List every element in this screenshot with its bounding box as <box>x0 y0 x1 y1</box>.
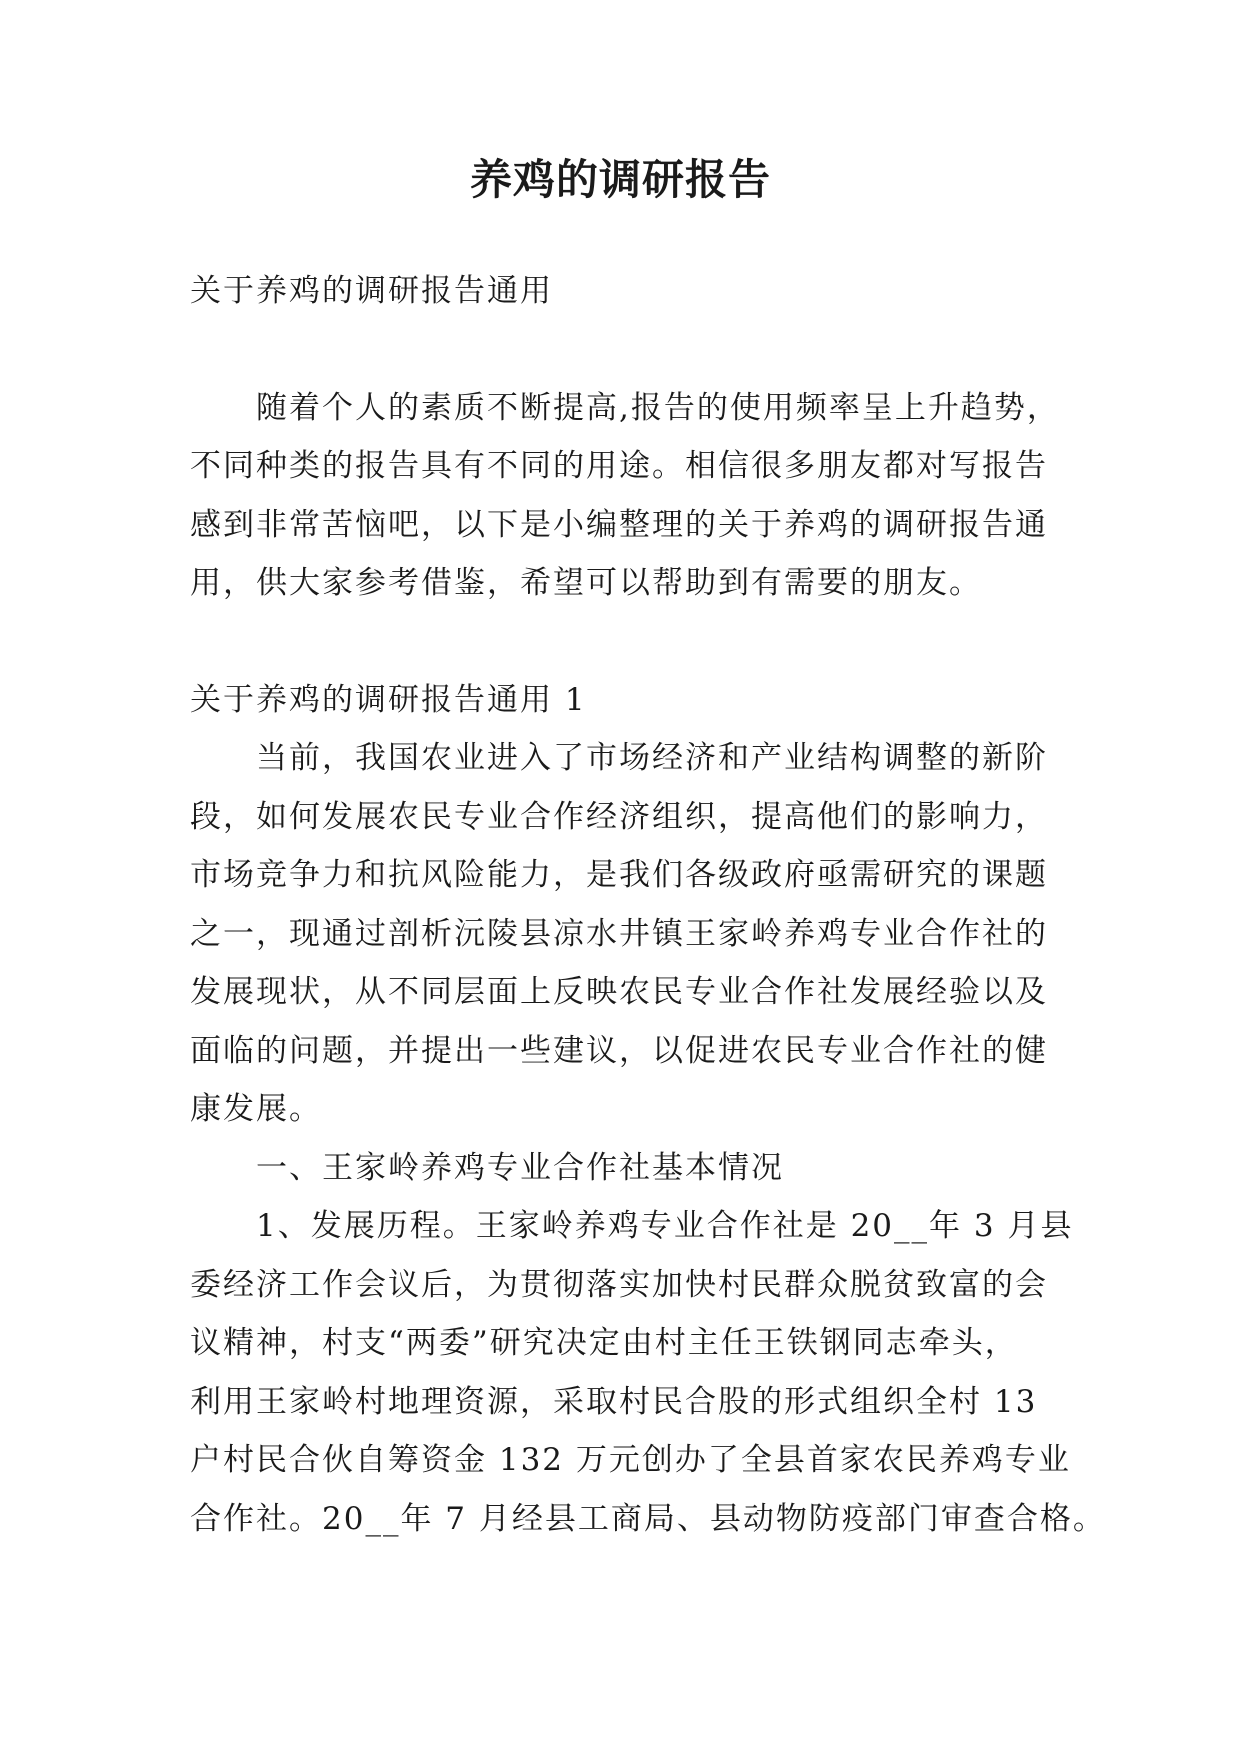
intro-paragraph <box>190 379 1060 613</box>
subheading: 一、王家岭养鸡专业合作社基本情况 <box>256 1149 784 1186</box>
spacer <box>190 613 1060 671</box>
paragraph-line: 发展现状，从不同层面上反映农民专业合作社发展经验以及 <box>190 974 1048 1010</box>
paragraph-line: 议精神，村支“两委”研究决定由村主任王铁钢同志牵头， <box>190 1325 1018 1361</box>
paragraph-line: 利用王家岭村地理资源，采取村民合股的形式组织全村 13 <box>190 1383 1038 1420</box>
paragraph-line: 康发展。 <box>190 1091 322 1127</box>
paragraph-line: 面临的问题，并提出一些建议，以促进农民专业合作社的健 <box>190 1032 1048 1069</box>
paragraph-line: 用，供大家参考借鉴，希望可以帮助到有需要的朋友。 <box>190 565 982 601</box>
paragraph-line: 合作社。20__年 7 月经县工商局、县动物防疫部门审查合格。 <box>190 1500 1106 1537</box>
paragraph-line: 段，如何发展农民专业合作经济组织，提高他们的影响力， <box>190 798 1048 835</box>
paragraph-line: 当前，我国农业进入了市场经济和产业结构调整的新阶 <box>256 740 1048 776</box>
paragraph-line: 市场竞争力和抗风险能力，是我们各级政府亟需研究的课题 <box>190 857 1048 893</box>
spacer <box>190 321 1060 379</box>
paragraph-line: 感到非常苦恼吧，以下是小编整理的关于养鸡的调研报告通 <box>190 506 1048 543</box>
paragraph-line: 不同种类的报告具有不同的用途。相信很多朋友都对写报告 <box>190 448 1048 484</box>
paragraph-line: 委经济工作会议后，为贯彻落实加快村民群众脱贫致富的会 <box>190 1266 1048 1303</box>
paragraph-line: 1、发展历程。王家岭养鸡专业合作社是 20__年 3 月县 <box>256 1208 1074 1244</box>
section1-paragraph-2 <box>190 1197 1106 1548</box>
document-title: 养鸡的调研报告 <box>469 155 771 204</box>
paragraph-line: 之一，现通过剖析沅陵县凉水井镇王家岭养鸡专业合作社的 <box>190 915 1048 952</box>
section1-paragraph-1 <box>190 729 1060 1139</box>
paragraph-line: 随着个人的素质不断提高,报告的使用频率呈上升趋势， <box>256 389 1060 426</box>
document-body <box>190 262 1106 1548</box>
section-heading: 关于养鸡的调研报告通用 1 <box>190 681 587 718</box>
paragraph-line: 户村民合伙自筹资金 132 万元创办了全县首家农民养鸡专业 <box>190 1442 1071 1478</box>
subtitle: 关于养鸡的调研报告通用 <box>190 273 553 309</box>
